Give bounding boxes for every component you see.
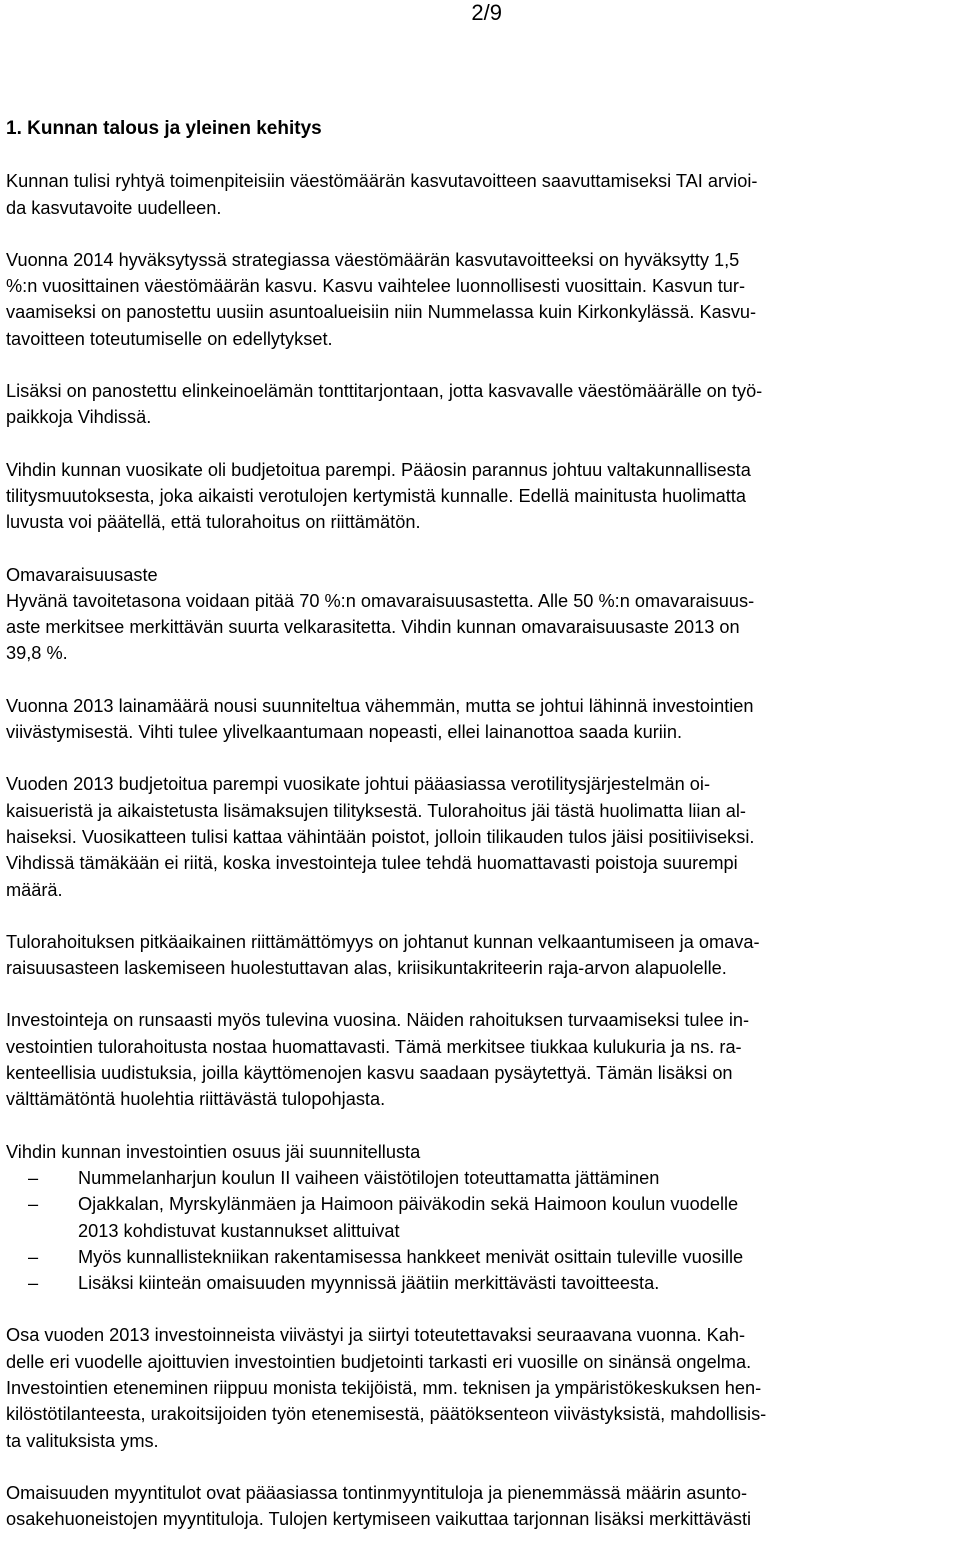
dash-bullet-icon: – <box>28 1246 39 1267</box>
paragraph-line: vestointien tulorahoitusta nostaa huomattavasti. Tämä merkitsee tiukkaa kulukuria ja ns. ra- <box>6 1036 742 1057</box>
paragraph-line: da kasvutavoite uudelleen. <box>6 197 222 218</box>
document-body <box>6 116 954 1558</box>
list-item-line: Ojakkalan, Myrskylänmäen ja Haimoon päiväkodin sekä Haimoon koulun vuodelle <box>78 1194 739 1215</box>
paragraph-line: Lisäksi on panostettu elinkeinoelämän tonttitarjontaan, jotta kasvavalle väestömäärälle on työ- <box>6 381 763 402</box>
paragraph-line: %:n vuosittainen väestömäärän kasvu. Kasvu vaihtelee luonnollisesti vuosittain. Kasvun tur- <box>6 276 746 297</box>
paragraph-line: Vuoden 2013 budjetoitua parempi vuosikate johtui pääasiassa verotilitysjärjestelmän oi- <box>6 774 711 795</box>
paragraph <box>6 693 954 746</box>
paragraph-line: Kunnan tulisi ryhtyä toimenpiteisiin väestömäärän kasvutavoitteen saavuttamiseksi TAI arvioi- <box>6 171 758 192</box>
paragraph <box>6 1480 954 1533</box>
paragraph-line: 39,8 %. <box>6 643 68 664</box>
investment-list <box>6 1139 954 1297</box>
paragraph-line: aste merkitsee merkittävän suurta velkarasitetta. Vihdin kunnan omavaraisuusaste 2013 on <box>6 617 740 638</box>
list-item-line: 2013 kohdistuvat kustannukset alittuivat <box>78 1220 400 1241</box>
paragraph <box>6 247 954 352</box>
paragraph-line: Osa vuoden 2013 investoinneista viivästyi ja siirtyi toteutettavaksi seuraavana vuonna. Kah- <box>6 1325 746 1346</box>
list-item <box>6 1244 954 1270</box>
list-item-line: Nummelanharjun koulun II vaiheen väistötilojen toteuttamatta jättäminen <box>78 1167 660 1188</box>
paragraph-line: välttämätöntä huolehtia riittävästä tulopohjasta. <box>6 1089 386 1110</box>
paragraph-line: Tulorahoituksen pitkäaikainen riittämättömyys on johtanut kunnan velkaantumiseen ja omava- <box>6 931 760 952</box>
paragraph-line: luvusta voi päätellä, että tulorahoitus on riittämätön. <box>6 512 421 533</box>
paragraph <box>6 771 954 902</box>
list-item-line: Lisäksi kiinteän omaisuuden myynnissä jäätiin merkittävästi tavoitteesta. <box>78 1273 660 1294</box>
closing-paragraphs <box>6 1322 954 1532</box>
paragraph <box>6 168 954 221</box>
page-number: 2/9 <box>471 0 502 25</box>
paragraph-line: Vuonna 2013 lainamäärä nousi suunniteltua vähemmän, mutta se johtui lähinnä investointien <box>6 695 754 716</box>
paragraph-line: kilöstötilanteesta, urakoitsijoiden työn etenemisestä, päätöksenteon viivästyksistä, mahdollisis- <box>6 1404 767 1425</box>
dash-bullet-icon: – <box>28 1273 39 1294</box>
dash-bullet-icon: – <box>28 1167 39 1188</box>
paragraph-line: tilitysmuutoksesta, joka aikaisti verotulojen kertymistä kunnalle. Edellä mainitusta huolimatta <box>6 485 746 506</box>
paragraph-line: kaisueristä ja aikaistetusta lisämaksujen tilityksestä. Tulorahoitus jäi tästä huolimatta liian al- <box>6 800 746 821</box>
paragraph <box>6 378 954 431</box>
paragraph-line: Omavaraisuusaste <box>6 564 158 585</box>
list-item <box>6 1270 954 1296</box>
paragraph-line: delle eri vuodelle ajoittuvien investointien budjetointi tarkasti eri vuosille on sinänsä ongelma. <box>6 1351 752 1372</box>
section-heading: 1. Kunnan talous ja yleinen kehitys <box>6 118 322 139</box>
paragraph-line: osakehuoneistojen myyntituloja. Tulojen kertymiseen vaikuttaa tarjonnan lisäksi merkittävästi <box>6 1509 752 1530</box>
paragraph-line: Investointien eteneminen riippuu monista tekijöistä, mm. teknisen ja ympäristökeskuksen hen- <box>6 1377 762 1398</box>
paragraph-line: kenteellisia uudistuksia, joilla käyttömenojen kasvu saadaan pysäytettyä. Tämän lisäksi on <box>6 1063 733 1084</box>
paragraph-line: ta valituksista yms. <box>6 1430 159 1451</box>
list-intro: Vihdin kunnan investointien osuus jäi suunnitellusta <box>6 1141 421 1162</box>
paragraph <box>6 1322 954 1453</box>
paragraph-line: Omaisuuden myyntitulot ovat pääasiassa tontinmyyntituloja ja pienemmässä määrin asunto- <box>6 1482 748 1503</box>
paragraph-line: viivästymisestä. Vihti tulee ylivelkaantumaan nopeasti, ellei lainanottoa saada kuriin. <box>6 722 683 743</box>
paragraph <box>6 562 954 667</box>
paragraph <box>6 1007 954 1112</box>
paragraph <box>6 929 954 982</box>
paragraph-line: haiseksi. Vuosikatteen tulisi kattaa vähintään poistot, jolloin tilikauden tulos jäisi positiiviseksi. <box>6 826 755 847</box>
paragraph-line: vaamiseksi on panostettu uusiin asuntoalueisiin niin Nummelassa kuin Kirkonkylässä. Kasvu- <box>6 302 757 323</box>
list-item-line: Myös kunnallistekniikan rakentamisessa hankkeet menivät osittain tuleville vuosille <box>78 1246 744 1267</box>
paragraph-line: paikkoja Vihdissä. <box>6 407 152 428</box>
list-item <box>6 1191 954 1244</box>
paragraph-line: Vihdissä tämäkään ei riitä, koska investointeja tulee tehdä huomattavasti poistoja suurempi <box>6 853 738 874</box>
dash-bullet-icon: – <box>28 1194 39 1215</box>
list-items <box>6 1165 954 1296</box>
paragraph-line: määrä. <box>6 879 63 900</box>
paragraph-line: tavoitteen toteutumiselle on edellytykset. <box>6 328 333 349</box>
paragraph <box>6 457 954 536</box>
paragraph-line: Vuonna 2014 hyväksytyssä strategiassa väestömäärän kasvutavoitteeksi on hyväksytty 1,5 <box>6 249 740 270</box>
paragraph-line: raisuusasteen laskemiseen huolestuttavan alas, kriisikuntakriteerin raja-arvon alapuolelle. <box>6 958 727 979</box>
paragraph-line: Investointeja on runsaasti myös tulevina vuosina. Näiden rahoituksen turvaamiseksi tulee in- <box>6 1010 750 1031</box>
paragraphs <box>6 168 954 1112</box>
paragraph-line: Vihdin kunnan vuosikate oli budjetoitua parempi. Pääosin parannus johtuu valtakunnallisesta <box>6 459 751 480</box>
list-item <box>6 1165 954 1191</box>
paragraph-line: Hyvänä tavoitetasona voidaan pitää 70 %:n omavaraisuusastetta. Alle 50 %:n omavaraisuus- <box>6 590 755 611</box>
